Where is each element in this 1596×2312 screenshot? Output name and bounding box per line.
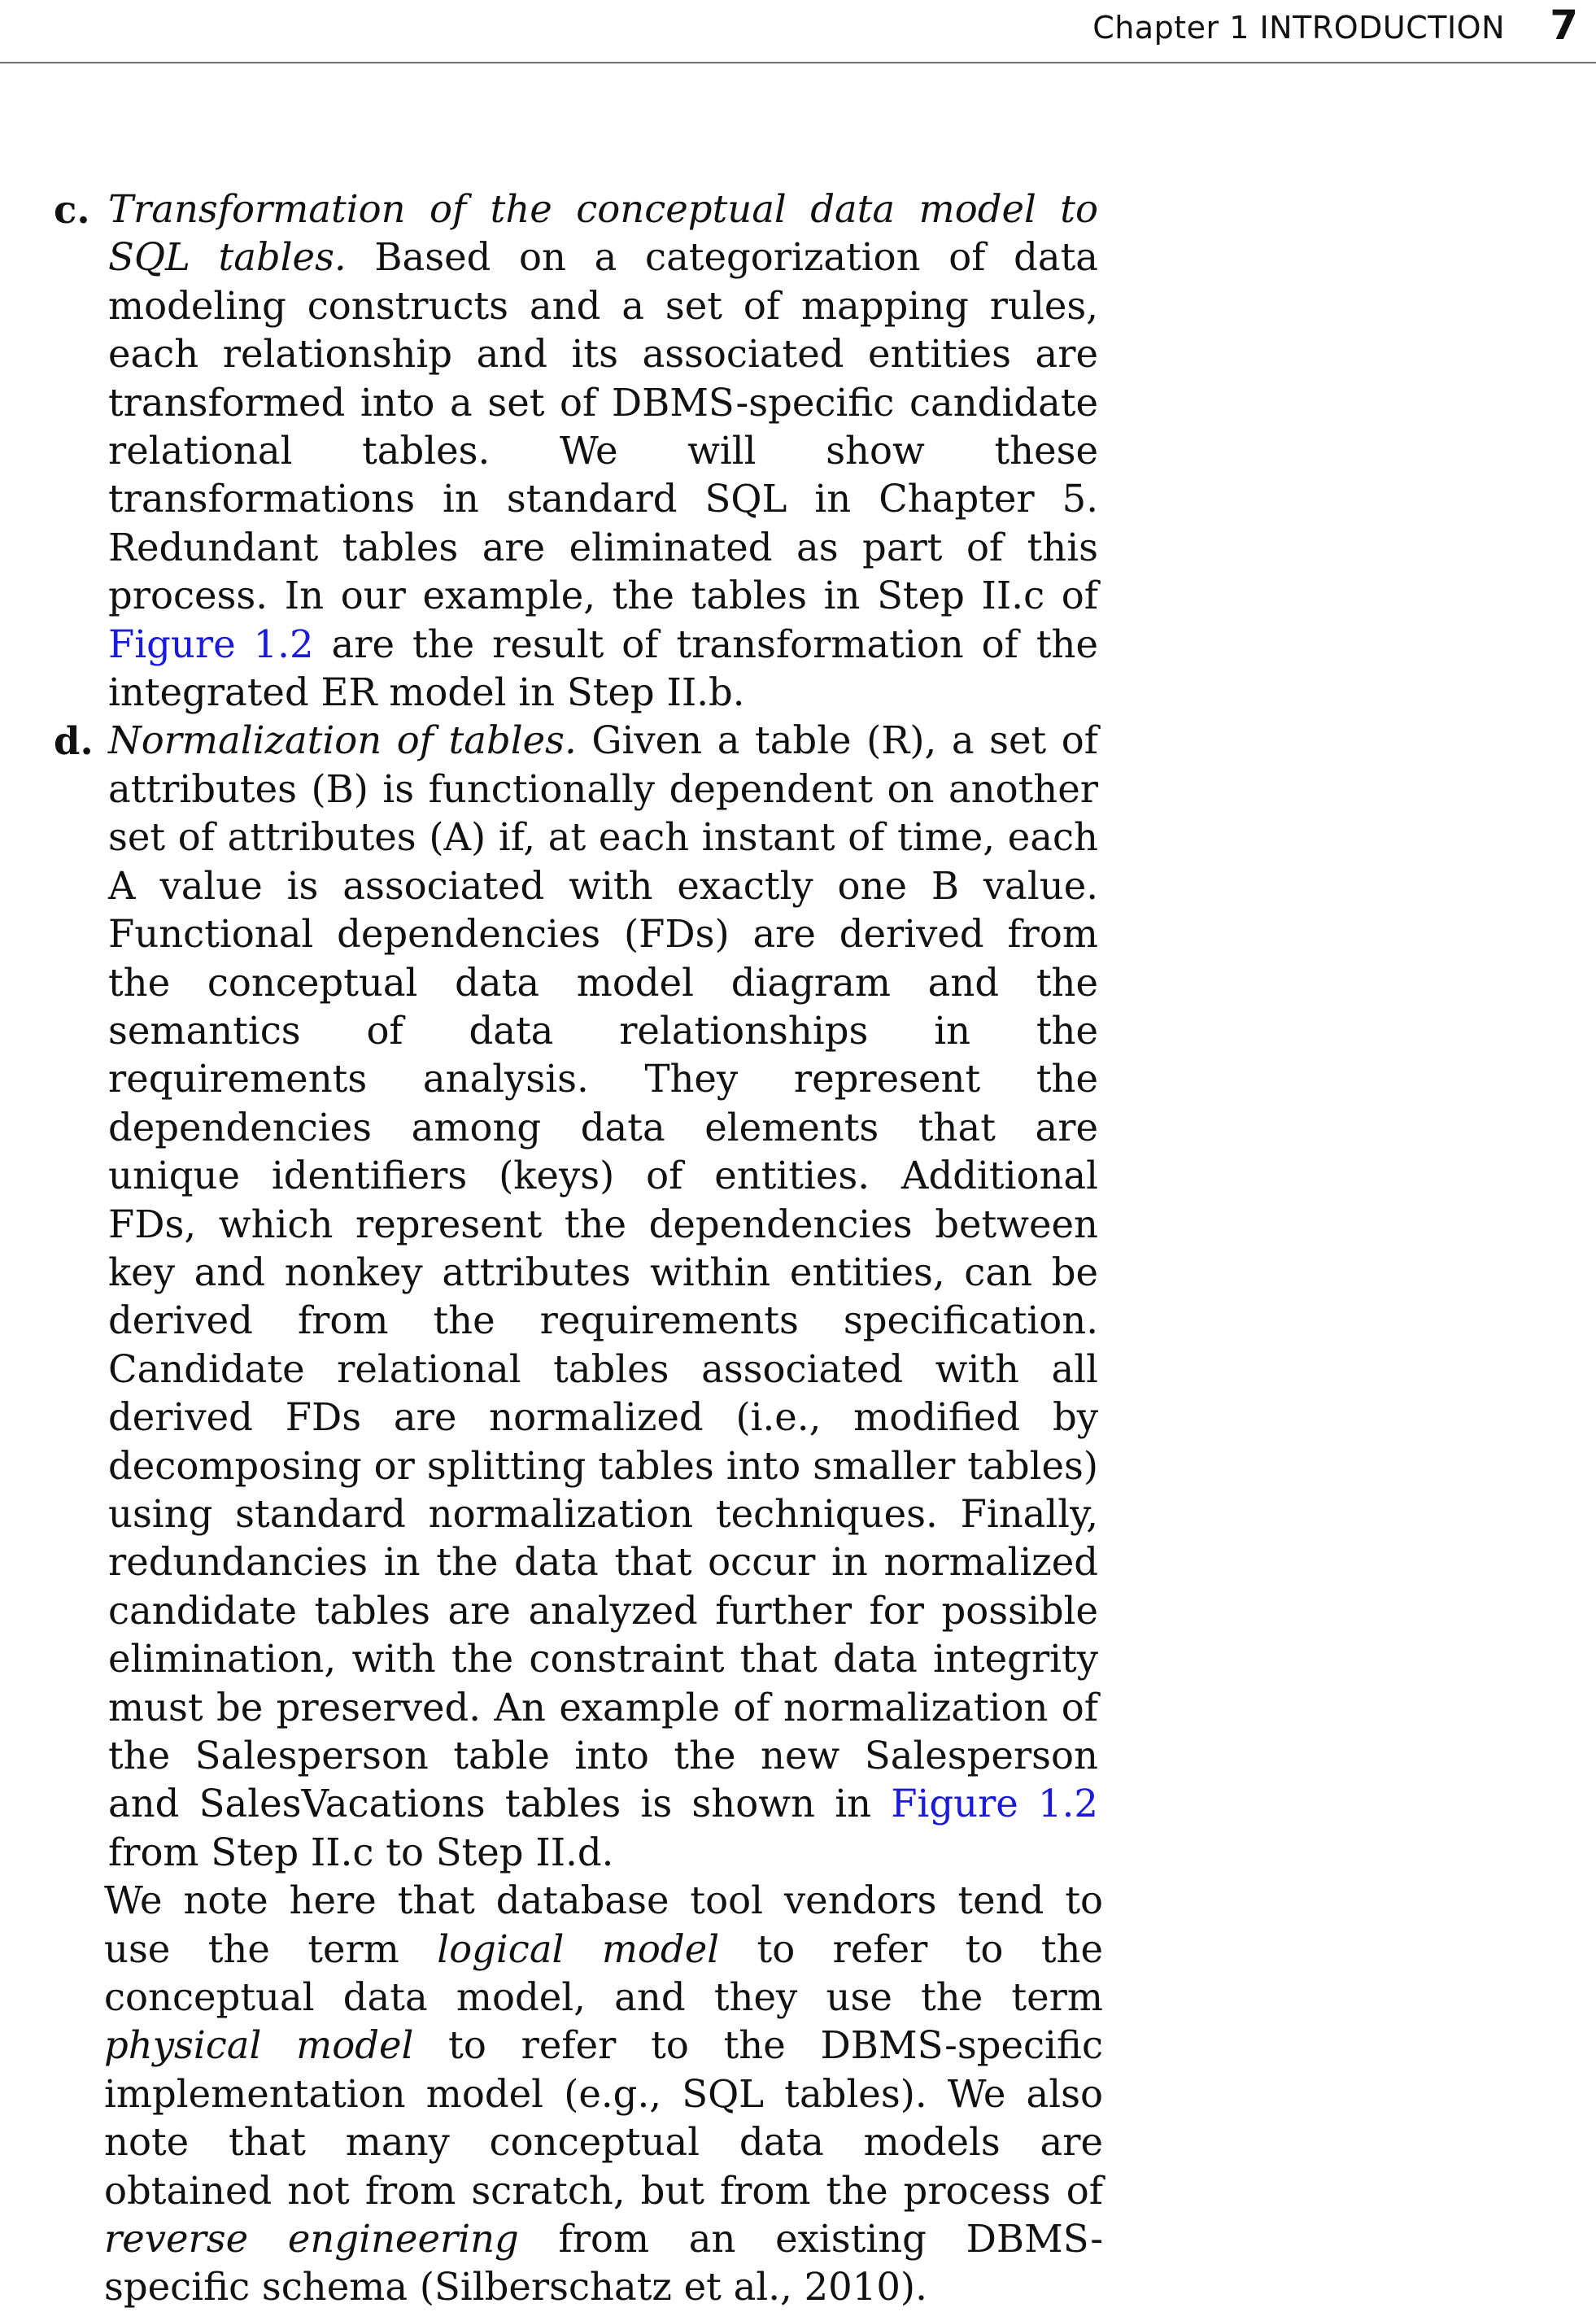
text-run: to refer to the DBMS-specific implementation model (e.g., SQL tables). We also note that many conceptual data models are obtained not from scratch, but from the process of	[104, 2023, 1103, 2213]
item-body-text: Based on a categorization of data modeling constructs and a set of mapping rules, each relationship and its associated entities are transformed into a set of DBMS-specific candidate relational tables. We will show these transformations in standard SQL in Chapter 5. Redundant tables are eliminated as part of this process. In our example, the tables in Step II.c of	[108, 235, 1098, 618]
text-run: to refer to the conceptual data model, and they use the term	[104, 1926, 1103, 2020]
page-number: 7	[1550, 2, 1578, 49]
text-run: from an existing DBMS-specific schema (Silberschatz et al., 2010).	[104, 2217, 1103, 2310]
figure-link[interactable]: Figure 1.2	[108, 622, 314, 666]
paragraph-text	[104, 1877, 1103, 2312]
item-body-text-continued: from Step II.c to Step II.d.	[108, 1830, 614, 1874]
emphasized-term: physical model	[104, 2023, 414, 2068]
emphasized-term: logical model	[437, 1926, 720, 1971]
figure-link[interactable]: Figure 1.2	[891, 1782, 1098, 1826]
item-body-text: Given a table (R), a set of attributes (B) is functionally dependent on another set of attributes (A) if, at each instant of time, each A value is associated with exactly one B value. Functional dependencies (FDs) are derived from the conceptual data model diagram and the semantics of data relationships in the requirements analysis. They represent the dependencies among data elements that are unique identifiers (keys) of entities. Additional FDs, which represent the dependencies between key and nonkey attributes within entities, can be derived from the requirements specification. Candidate relational tables associated with all derived FDs are normalized (i.e., modified by decomposing or splitting tables into smaller tables) using standard normalization techniques. Finally, redundancies in the data that occur in normalized candidate tables are analyzed further for possible elimination, with the constraint that data integrity must be preserved. An example of normalization of the Salesperson table into the new Salesperson and SalesVacations tables is shown in	[108, 718, 1098, 1826]
list-item-text	[108, 717, 1098, 1877]
list-marker: d.	[54, 718, 94, 764]
list-item-c	[49, 185, 1098, 717]
list-item-d	[49, 717, 1098, 1877]
chapter-label: Chapter 1	[1092, 10, 1249, 46]
running-header	[0, 0, 1596, 63]
list-marker: c.	[54, 187, 90, 232]
page-body	[49, 185, 1103, 2312]
chapter-title	[1092, 10, 1505, 46]
list-item-text	[108, 185, 1098, 717]
emphasized-term: reverse engineering	[104, 2217, 519, 2262]
closing-paragraph	[104, 1877, 1103, 2312]
text-run: We note here that database tool vendors tend to use the term	[104, 1878, 1103, 1971]
item-lead-phrase: Normalization of tables.	[108, 718, 577, 763]
item-lead-phrase: Transformation of the conceptual data model to SQL tables.	[108, 187, 1098, 280]
item-body-text-continued: are the result of transformation of the integrated ER model in Step II.b.	[108, 622, 1098, 715]
section-label: INTRODUCTION	[1259, 10, 1505, 46]
